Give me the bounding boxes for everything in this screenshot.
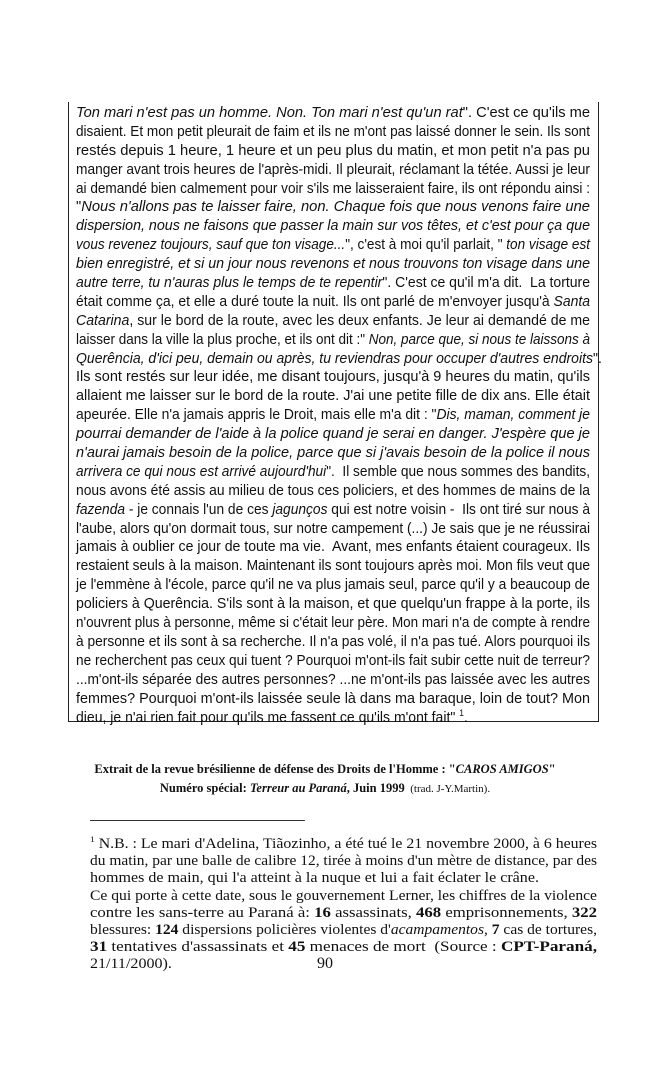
text-run: CPT-Paraná, <box>500 939 597 956</box>
footnote <box>90 836 597 974</box>
text-run: fazenda <box>76 500 126 518</box>
text-run: laisser dans la ville la plus proche, et ils ont dit :" <box>76 330 369 348</box>
text-run: ". Il semble que nous sommes des bandits, <box>326 462 590 480</box>
text-run: - je connais l'un de ces <box>125 500 273 518</box>
text-line <box>90 922 597 939</box>
text-line <box>90 836 597 853</box>
text-line-content <box>76 425 590 444</box>
text-line-content <box>90 853 597 870</box>
text-line <box>76 463 590 482</box>
issue-title: Terreur au Paraná <box>249 781 347 795</box>
text-line-content <box>76 633 590 652</box>
text-run: 21/11/2000). <box>90 956 172 973</box>
text-run: 468 <box>416 904 442 921</box>
text-line-content <box>90 939 597 956</box>
text-run: était comme ça, et elle a duré toute la nuit. Ils ont parlé de m'envoyer jusqu'à <box>76 292 554 310</box>
text-line <box>76 538 590 557</box>
text-line-content <box>76 198 590 217</box>
text-line-content <box>90 836 597 853</box>
text-run: vous revenez toujours, sauf que ton visage... <box>76 236 346 254</box>
text-run: pourrai demander de l'aide à la police quand je serai en danger. J'espère que je <box>76 425 590 443</box>
text-line-content <box>76 161 590 180</box>
testimony-text <box>76 104 602 727</box>
footnote-marker: 1 <box>90 834 95 845</box>
text-line-content <box>76 123 590 142</box>
text-line-content <box>76 444 590 463</box>
text-line-content <box>76 331 590 350</box>
caption-date: , Juin 1999 <box>346 781 405 795</box>
text-run: ". C'est ce qu'il m'a dit. La torture <box>382 274 590 292</box>
text-line-content <box>90 905 597 922</box>
text-run: dieu, je n'ai rien fait pour qu'ils me fassent ce qu'ils m'ont fait" <box>76 708 460 726</box>
text-run: 45 <box>288 939 306 956</box>
text-line <box>76 595 590 614</box>
text-run: dispersion, nous ne faisons que passer la main sur vos têtes, et c'est pour ça que <box>76 217 590 235</box>
text-run: 31 <box>90 939 108 956</box>
text-line-content <box>76 274 590 293</box>
text-line <box>76 255 590 274</box>
text-run: . <box>463 708 468 726</box>
text-line <box>76 236 590 255</box>
text-line-content <box>76 482 590 501</box>
text-run: blessures: <box>90 921 156 938</box>
text-line-content <box>76 255 590 274</box>
text-run: qui est notre voisin - Ils ont tiré sur nous à <box>327 500 590 518</box>
text-run: Catarina <box>76 311 130 329</box>
text-run: ". C'est ce qu'ils me <box>462 104 590 121</box>
text-run: nous avons été assis au milieu de tous ces policiers, et des hommes de mains de la <box>76 481 590 499</box>
text-run: " <box>76 198 82 216</box>
text-line-content <box>76 614 590 633</box>
text-line <box>90 853 597 870</box>
footnote-separator <box>90 820 305 821</box>
text-line-content <box>76 576 590 595</box>
text-line <box>76 274 590 293</box>
text-run: Querência, d'ici peu, demain ou après, tu reviendras pour occuper d'autres endroits <box>76 349 593 367</box>
text-line <box>76 406 590 425</box>
text-run: ...m'ont-ils séparée des autres personnes? ...ne m'ont-ils pas laissée avec les autres <box>76 670 590 688</box>
text-line-content <box>76 312 590 331</box>
text-line <box>76 690 590 709</box>
text-run: Ils sont restés sur leur idée, me disant toujours, jusqu'à 9 heures du matin, qu'ils <box>76 368 590 386</box>
text-line <box>76 123 590 142</box>
text-line-content <box>76 180 590 199</box>
text-line-content <box>76 368 590 387</box>
text-run: à personne et ils sont à sa recherche. Il n'a pas volé, il n'a pas tué. Alors pourquoi ils <box>76 632 590 650</box>
text-run: n'ouvrent plus à personne, même si c'était leur père. Mon mari n'a de compte à rendre <box>76 614 590 632</box>
text-run: 7 <box>491 921 500 938</box>
caption-text: Extrait de la revue brésilienne de défense des Droits de l'Homme : " <box>94 762 456 776</box>
text-run: 16 <box>314 904 331 921</box>
text-run: emprisonnements, <box>441 904 572 921</box>
text-run: n'aurai jamais besoin de la police, parce que si j'avais besoin de la police il nous <box>76 444 590 462</box>
text-line <box>76 349 602 369</box>
text-run: disaient. Et mon petit pleurait de faim et ils ne m'ont pas laissé donner le sein. Ils sont <box>76 122 590 140</box>
text-run: dispersions policières violentes d' <box>178 921 391 938</box>
text-run: , sur le bord de la route, avec les deux enfants. Je leur ai demandé de me <box>129 311 590 329</box>
text-run: ". <box>592 349 602 367</box>
text-line <box>90 870 597 887</box>
text-line <box>76 671 590 690</box>
text-line-content <box>76 671 590 690</box>
text-line <box>76 104 590 123</box>
text-run: Non, parce que, si nous te laissons à <box>368 330 590 348</box>
text-line-content <box>76 557 590 576</box>
text-run: hommes de main, qui l'a atteint à la nuque et lui a fait éclater le crâne. <box>90 870 539 887</box>
text-run: cas de tortures, <box>499 921 597 938</box>
text-line <box>76 331 590 350</box>
text-run: ton visage est <box>506 236 590 254</box>
text-line-content <box>76 104 590 123</box>
text-line <box>76 614 590 633</box>
text-line <box>90 888 597 905</box>
page-number: 90 <box>317 955 333 972</box>
text-run: jagunços <box>272 500 328 518</box>
text-run: allaient me laisser sur le bord de la route. J'ai une petite fille de dix ans. Elle était <box>76 387 590 405</box>
text-line-content <box>76 652 590 671</box>
text-line <box>76 482 590 501</box>
text-line-content <box>90 870 539 887</box>
text-line <box>76 217 590 236</box>
magazine-title: CAROS AMIGOS <box>455 762 549 776</box>
translation-credit: (trad. J-Y.Martin). <box>404 783 491 795</box>
text-run: Ton mari n'est pas un homme. Non. Ton mari n'est qu'un rat <box>76 104 463 121</box>
caption-text: Numéro spécial: <box>159 781 250 795</box>
text-line-content <box>76 350 602 369</box>
text-run: acampamentos, <box>390 921 488 938</box>
text-line-content <box>76 387 590 406</box>
source-caption <box>40 760 610 799</box>
text-line-content <box>76 217 590 236</box>
text-line-content <box>76 236 590 255</box>
caption-text: " <box>548 762 556 776</box>
text-line-content <box>76 709 468 728</box>
text-run: ", c'est à moi qu'il parlait, " <box>345 236 507 254</box>
text-line-content <box>76 293 590 312</box>
text-line <box>76 633 590 652</box>
text-line <box>90 905 597 922</box>
text-run: tentatives d'assassinats et <box>107 939 289 956</box>
text-line <box>76 652 590 671</box>
text-run: ai demandé bien calmement pour voir s'ils me laisseraient faire, ils ont répondu ainsi : <box>76 179 590 197</box>
text-line <box>76 709 590 728</box>
text-line <box>76 425 590 444</box>
text-run: ne recherchent pas ceux qui tuent ? Pourquoi m'ont-ils fait subir cette nuit de terreur? <box>76 651 590 669</box>
text-line <box>76 161 590 180</box>
caption-line-2 <box>40 779 610 799</box>
text-line <box>76 520 590 539</box>
text-run: Santa <box>553 292 590 310</box>
text-line <box>76 142 590 161</box>
text-run: je l'emmène à l'école, parce qu'il ne va plus jamais seul, parce qu'il y a beaucoup de <box>76 576 590 594</box>
text-run: femmes? Pourquoi m'ont-ils laissée seule là dans ma baraque, loin de tout? Mon <box>76 689 590 707</box>
text-run: Dis, maman, comment je <box>436 406 590 424</box>
text-line-content <box>76 501 590 520</box>
text-line-content <box>76 142 590 161</box>
text-line <box>76 198 590 217</box>
text-run: manger avant trois heures de l'après-midi. Il pleurait, réclamant la tétée. Aussi je leur <box>76 160 590 178</box>
text-line-content <box>90 888 597 905</box>
text-run: Ce qui porte à cette date, sous le gouvernement Lerner, les chiffres de la violence <box>90 887 597 904</box>
text-run: 124 <box>155 921 179 938</box>
text-line-content <box>76 595 590 614</box>
text-line <box>76 576 590 595</box>
text-line <box>76 312 590 331</box>
text-run: menaces de mort (Source : <box>305 939 501 956</box>
text-run: assassinats, <box>330 904 417 921</box>
text-line <box>90 939 597 956</box>
text-run: bien enregistré, et si un jour nous revenons et nous trouvons ton visage dans une <box>76 255 590 273</box>
text-line <box>76 180 590 199</box>
text-run: restés depuis 1 heure, 1 heure et un peu plus du matin, et mon petit n'a pas pu <box>76 141 590 159</box>
text-line-content <box>76 690 590 709</box>
text-line-content <box>76 538 590 557</box>
text-line <box>76 557 590 576</box>
text-run: Nous n'allons pas te laisser faire, non. Chaque fois que nous venons faire une <box>81 198 590 216</box>
text-line <box>76 501 590 520</box>
text-line <box>76 368 590 387</box>
text-line-content <box>76 406 590 425</box>
text-run: restaient seuls à la maison. Maintenant ils sont toujours après moi. Mon fils veut que <box>76 557 590 575</box>
text-run: N.B. : Le mari d'Adelina, Tiãozinho, a été tué le 21 novembre 2000, à 6 heures <box>94 836 597 852</box>
text-run: 322 <box>571 904 597 921</box>
text-run: l'aube, alors qu'on dormait tous, sur notre campement (...) Je sais que je ne réussirai <box>76 519 590 537</box>
text-line-content <box>76 463 590 482</box>
text-line <box>76 444 590 463</box>
text-run: arrivera ce qui nous est arrivé aujourd'hui <box>76 462 327 480</box>
footnote-marker: 1 <box>459 707 464 718</box>
text-line <box>76 293 590 312</box>
text-line-content <box>76 520 590 539</box>
text-run: policiers à Querência. S'ils sont à la maison, et que quelqu'un frappe à la porte, ils <box>76 595 590 613</box>
text-line <box>76 387 590 406</box>
text-run: jamais à oublier ce jour de toute ma vie. Avant, mes enfants étaient courageux. Ils <box>76 538 590 556</box>
text-run: contre les sans-terre au Paraná à: <box>90 904 315 921</box>
text-run: apeurée. Elle n'a jamais appris le Droit, mais elle m'a dit : " <box>76 406 437 424</box>
caption-line-1 <box>40 760 610 779</box>
text-run: du matin, par une balle de calibre 12, tirée à moins d'un mètre de distance, par des <box>90 853 597 870</box>
text-line-content <box>90 922 597 939</box>
text-run: autre terre, tu n'auras plus le temps de te repentir <box>76 274 383 292</box>
